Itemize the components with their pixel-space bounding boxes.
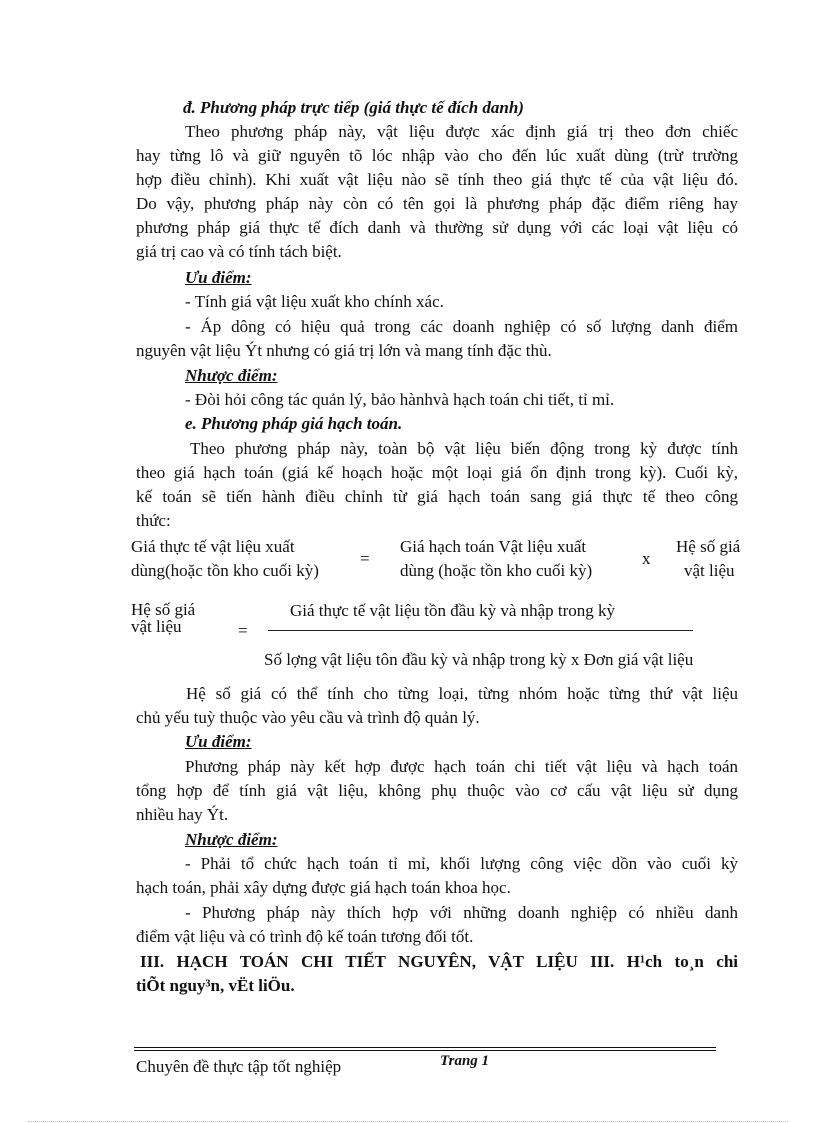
formula1-mid-top: Giá hạch toán Vật liệu xuất xyxy=(400,537,587,556)
paragraph-line: nhiều hay Ýt. xyxy=(136,805,229,824)
footer-title: Chuyên đề thực tập tốt nghiệp xyxy=(136,1057,342,1076)
formula2-equals: = xyxy=(238,621,248,640)
formula1-equals: = xyxy=(360,549,370,568)
paragraph-line: Theo phương pháp này, vật liệu được xác định giá trị theo đơn chiếc xyxy=(185,122,738,141)
formula2-left-top: Hệ số giá xyxy=(131,600,196,619)
section-iii-heading: III. HẠCH TOÁN CHI TIẾT NGUYÊN, VẬT LIỆU III. H¹ch to¸n chi xyxy=(140,952,738,971)
paragraph-line: phương pháp giá thực tế đích danh và thường sử dụng với các loại vật liệu có xyxy=(136,218,738,237)
formula1-right-bottom: vật liệu xyxy=(684,561,735,580)
disadvantages-label: Nhược điểm: xyxy=(185,366,278,385)
paragraph-line: Theo phương pháp này, toàn bộ vật liệu biến động trong kỳ được tính xyxy=(190,439,738,458)
section-e-heading: e. Phương pháp giá hạch toán. xyxy=(185,414,403,433)
formula2-left-bottom: vật liệu xyxy=(131,617,182,636)
section-iii-heading-continued: tiÕt nguy³n, vËt liÖu. xyxy=(136,976,295,995)
paragraph-line: chủ yếu tuỳ thuộc vào yêu cầu và trình độ quản lý. xyxy=(136,708,480,727)
bullet-line: - Phương pháp này thích hợp với những doanh nghiệp có nhiều danh xyxy=(185,903,738,922)
paragraph-line: theo giá hạch toán (giá kế hoạch hoặc một loại giá ổn định trong kỳ). Cuối kỳ, xyxy=(136,463,738,482)
formula1-left-bottom: dùng(hoặc tồn kho cuối kỳ) xyxy=(131,561,319,580)
paragraph-line: Do vậy, phương pháp này còn có tên gọi là phương pháp đặc điểm riêng hay xyxy=(136,194,738,213)
bullet-line: - Phải tổ chức hạch toán tỉ mỉ, khối lượng công việc dồn vào cuối kỳ xyxy=(185,854,738,873)
page-number: Trang 1 xyxy=(440,1053,490,1069)
formula1-left-top: Giá thực tế vật liệu xuất xyxy=(131,537,295,556)
paragraph-line: hạch toán, phải xây dựng được giá hạch toán khoa học. xyxy=(136,878,511,897)
advantages-label: Ưu điểm: xyxy=(185,732,252,751)
paragraph-line: hợp điều chỉnh). Khi xuất vật liệu nào sẽ tính theo giá thực tế của vật liệu đó. xyxy=(136,170,738,189)
footer-rule xyxy=(134,1050,716,1051)
paragraph-line: nguyên vật liệu Ýt nhưng có giá trị lớn và mang tính đặc thù. xyxy=(136,341,552,360)
page-border xyxy=(28,1121,788,1122)
formula2-numerator: Giá thực tế vật liệu tồn đầu kỳ và nhập trong kỳ xyxy=(290,601,616,620)
paragraph-line: thức: xyxy=(136,511,171,530)
formula2-denominator: Số lợng vật liệu tôn đầu kỳ và nhập trong kỳ x Đơn giá vật liệu xyxy=(264,650,694,669)
fraction-bar xyxy=(268,630,693,631)
paragraph-line: tổng hợp để tính giá vật liệu, không phụ thuộc vào cơ cấu vật liệu sử dụng xyxy=(136,781,738,800)
paragraph-line: Hệ số giá có thể tính cho từng loại, từng nhóm hoặc từng thứ vật liệu xyxy=(186,684,738,703)
paragraph-line: điểm vật liệu và có trình độ kế toán tương đối tốt. xyxy=(136,927,474,946)
bullet-line: - Tính giá vật liệu xuất kho chính xác. xyxy=(185,292,444,311)
advantages-label: Ưu điểm: xyxy=(185,268,252,287)
formula1-right-top: Hệ số giá xyxy=(676,537,741,556)
bullet-line: - Đòi hỏi công tác quản lý, bảo hànhvà hạch toán chi tiết, tỉ mỉ. xyxy=(185,390,615,409)
formula1-times: x xyxy=(642,549,651,568)
formula1-mid-bottom: dùng (hoặc tồn kho cuối kỳ) xyxy=(400,561,593,580)
disadvantages-label: Nhược điểm: xyxy=(185,830,278,849)
paragraph-line: Phương pháp này kết hợp được hạch toán chi tiết vật liệu và hạch toán xyxy=(185,757,738,776)
paragraph-line: hay từng lô và giữ nguyên tõ lóc nhập vào cho đến lúc xuất dùng (trừ trường xyxy=(136,146,738,165)
paragraph-line: giá trị cao và có tính tách biệt. xyxy=(136,242,342,261)
footer-rule xyxy=(134,1047,716,1048)
paragraph-line: kế toán sẽ tiến hành điều chỉnh từ giá hạch toán sang giá thực tế theo công xyxy=(136,487,738,506)
section-d-heading: đ. Phương pháp trực tiếp (giá thực tế đích danh) xyxy=(183,98,524,117)
bullet-line: - Áp dông có hiệu quả trong các doanh nghiệp có số lượng danh điểm xyxy=(185,317,738,336)
